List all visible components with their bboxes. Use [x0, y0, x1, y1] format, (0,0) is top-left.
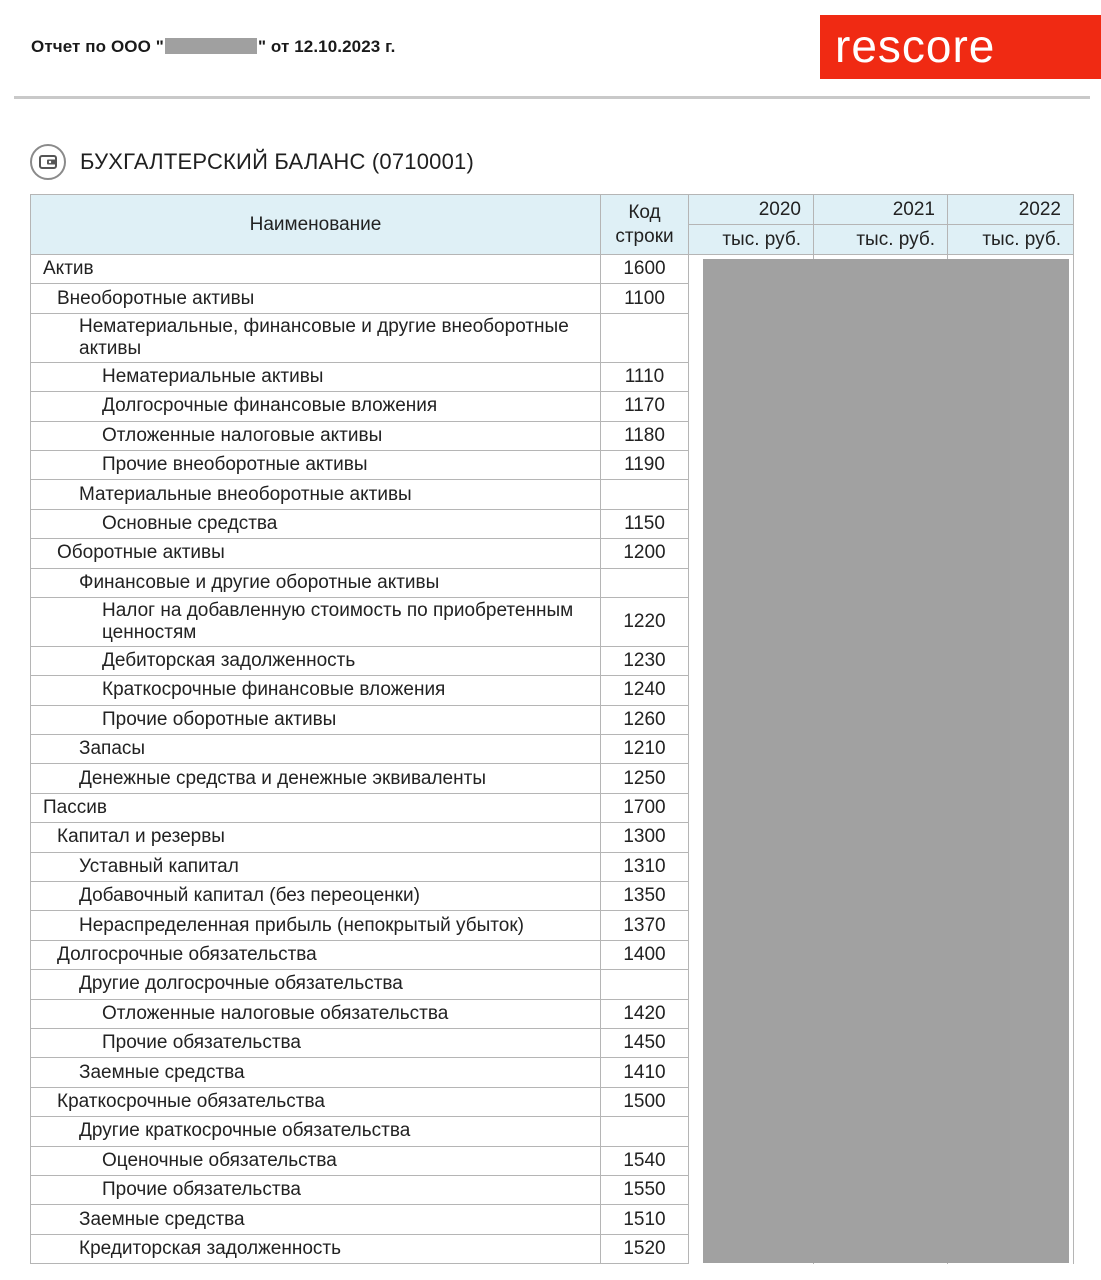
column-header-year-2022: 2022 [948, 195, 1074, 225]
row-name: Нераспределенная прибыль (непокрытый убыток) [31, 911, 601, 940]
row-code [601, 1117, 689, 1146]
row-code [601, 568, 689, 597]
row-name: Долгосрочные обязательства [31, 940, 601, 969]
row-code: 1400 [601, 940, 689, 969]
row-code: 1170 [601, 392, 689, 421]
row-name: Нематериальные активы [31, 362, 601, 391]
row-name: Материальные внеоборотные активы [31, 480, 601, 509]
column-unit-2021: тыс. руб. [814, 225, 948, 255]
row-code: 1300 [601, 823, 689, 852]
row-name: Краткосрочные финансовые вложения [31, 676, 601, 705]
row-code: 1180 [601, 421, 689, 450]
row-name: Другие долгосрочные обязательства [31, 970, 601, 999]
column-header-code: Код строки [601, 195, 689, 255]
column-unit-2020: тыс. руб. [689, 225, 814, 255]
row-name: Прочие обязательства [31, 1028, 601, 1057]
row-name: Прочие оборотные активы [31, 705, 601, 734]
row-name: Актив [31, 255, 601, 284]
row-name: Дебиторская задолженность [31, 646, 601, 675]
row-name: Запасы [31, 735, 601, 764]
row-code: 1520 [601, 1234, 689, 1263]
row-code: 1150 [601, 509, 689, 538]
row-name: Налог на добавленную стоимость по приобретенным ценностям [31, 597, 601, 646]
row-code: 1700 [601, 793, 689, 822]
row-name: Добавочный капитал (без переоценки) [31, 882, 601, 911]
row-code: 1200 [601, 539, 689, 568]
row-code: 1370 [601, 911, 689, 940]
row-code: 1420 [601, 999, 689, 1028]
row-code: 1230 [601, 646, 689, 675]
row-code: 1450 [601, 1028, 689, 1057]
redacted-values-block [703, 259, 1069, 1263]
row-name: Долгосрочные финансовые вложения [31, 392, 601, 421]
row-code: 1540 [601, 1146, 689, 1175]
column-header-year-2021: 2021 [814, 195, 948, 225]
row-name: Краткосрочные обязательства [31, 1087, 601, 1116]
row-code [601, 313, 689, 362]
column-header-name: Наименование [31, 195, 601, 255]
row-code: 1510 [601, 1205, 689, 1234]
report-title [31, 37, 395, 57]
row-name: Внеоборотные активы [31, 284, 601, 313]
row-name: Кредиторская задолженность [31, 1234, 601, 1263]
row-name: Заемные средства [31, 1058, 601, 1087]
row-code: 1220 [601, 597, 689, 646]
row-name: Другие краткосрочные обязательства [31, 1117, 601, 1146]
header-divider [14, 96, 1090, 99]
row-name: Пассив [31, 793, 601, 822]
row-name: Отложенные налоговые активы [31, 421, 601, 450]
column-unit-2022: тыс. руб. [948, 225, 1074, 255]
row-name: Нематериальные, финансовые и другие внеоборотные активы [31, 313, 601, 362]
row-name: Денежные средства и денежные эквиваленты [31, 764, 601, 793]
column-header-year-2020: 2020 [689, 195, 814, 225]
row-name: Заемные средства [31, 1205, 601, 1234]
row-name: Оценочные обязательства [31, 1146, 601, 1175]
row-code: 1310 [601, 852, 689, 881]
row-code: 1350 [601, 882, 689, 911]
row-code [601, 970, 689, 999]
row-name: Прочие внеоборотные активы [31, 450, 601, 479]
row-code: 1410 [601, 1058, 689, 1087]
report-title-prefix: Отчет по ООО " [31, 37, 164, 56]
row-name: Прочие обязательства [31, 1175, 601, 1204]
row-code: 1250 [601, 764, 689, 793]
row-name: Отложенные налоговые обязательства [31, 999, 601, 1028]
row-code: 1600 [601, 255, 689, 284]
row-name: Капитал и резервы [31, 823, 601, 852]
row-code: 1260 [601, 705, 689, 734]
section-title: БУХГАЛТЕРСКИЙ БАЛАНС (0710001) [80, 149, 475, 174]
row-code: 1190 [601, 450, 689, 479]
report-title-suffix: " от 12.10.2023 г. [257, 37, 396, 56]
row-code: 1210 [601, 735, 689, 764]
row-code: 1500 [601, 1087, 689, 1116]
row-code: 1550 [601, 1175, 689, 1204]
row-code: 1240 [601, 676, 689, 705]
row-code: 1110 [601, 362, 689, 391]
rescore-logo[interactable]: rescore [820, 15, 1101, 79]
report-header [0, 0, 1101, 100]
redacted-company-name [165, 38, 257, 54]
row-name: Оборотные активы [31, 539, 601, 568]
row-name: Уставный капитал [31, 852, 601, 881]
row-code [601, 480, 689, 509]
row-name: Основные средства [31, 509, 601, 538]
wallet-icon [30, 144, 66, 180]
row-name: Финансовые и другие оборотные активы [31, 568, 601, 597]
row-code: 1100 [601, 284, 689, 313]
